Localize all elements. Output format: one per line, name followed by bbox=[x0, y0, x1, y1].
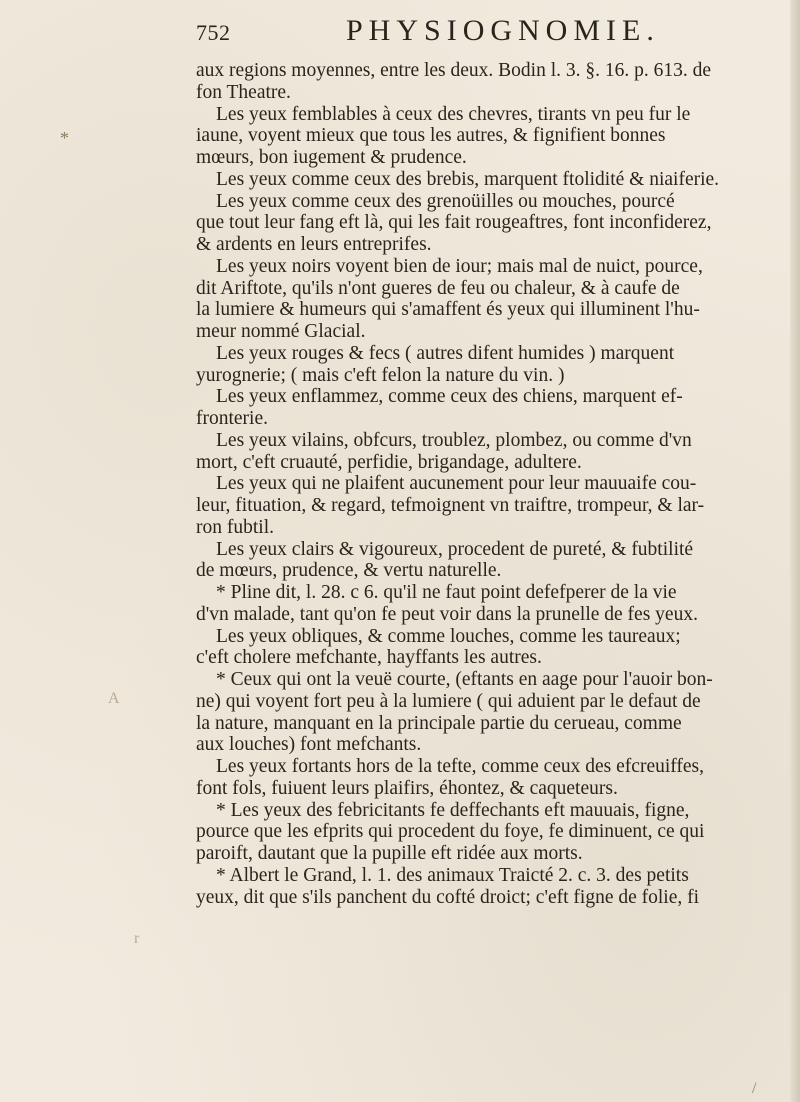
page-number: 752 bbox=[196, 20, 231, 45]
page-header bbox=[196, 14, 786, 50]
text-line: que tout leur fang eft là, qui les fait rougeaftres, font inconfiderez, bbox=[196, 212, 712, 234]
text-line: de mœurs, prudence, & vertu naturelle. bbox=[196, 560, 502, 582]
text-line: yurognerie; ( mais c'eft felon la nature du vin. ) bbox=[196, 364, 565, 386]
text-line: Les yeux obliques, & comme louches, comme les taureaux; bbox=[216, 625, 681, 647]
text-line: Les yeux femblables à ceux des chevres, tirants vn peu fur le bbox=[216, 103, 691, 125]
text-line: fon Theatre. bbox=[196, 81, 291, 103]
text-line: dit Ariftote, qu'ils n'ont gueres de feu ou chaleur, & à caufe de bbox=[196, 277, 680, 299]
text-line: leur, fituation, & regard, tefmoignent vn traiftre, trompeur, & lar- bbox=[196, 495, 705, 516]
text-line: aux regions moyennes, entre les deux. Bodin l. 3. §. 16. p. 613. de bbox=[196, 60, 712, 81]
text-line: aux louches) font mefchants. bbox=[196, 734, 422, 756]
text-line: Les yeux noirs voyent bien de iour; mais mal de nuict, pource, bbox=[216, 255, 703, 277]
text-line: Les yeux enflammez, comme ceux des chiens, marquent ef- bbox=[216, 386, 683, 408]
margin-mark: / bbox=[752, 1080, 757, 1097]
text-line: la lumiere & humeurs qui s'amaffent és yeux qui illuminent l'hu- bbox=[196, 299, 700, 321]
text-line: ne) qui voyent fort peu à la lumiere ( qui aduient par le defaut de bbox=[196, 690, 701, 712]
text-line: Les yeux fortants hors de la tefte, comme ceux des efcreuiffes, bbox=[216, 756, 705, 777]
text-line: ron fubtil. bbox=[196, 516, 274, 538]
text-line: * Pline dit, l. 28. c 6. qu'il ne faut point defefperer de la vie bbox=[216, 582, 677, 603]
text-line: d'vn malade, tant qu'on fe peut voir dans la prunelle de fes yeux. bbox=[196, 603, 698, 625]
text-line: Les yeux comme ceux des brebis, marquent ftolidité & niaiferie. bbox=[216, 168, 720, 190]
text-line: yeux, dit que s'ils panchent du cofté droict; c'eft figne de folie, fi bbox=[196, 886, 700, 908]
text-line: * Ceux qui ont la veuë courte, (eftants en aage pour l'auoir bon- bbox=[216, 669, 713, 690]
text-line: fronterie. bbox=[196, 408, 269, 429]
text-line: mœurs, bon iugement & prudence. bbox=[196, 147, 467, 168]
text-line: paroift, dautant que la pupille eft ridée aux morts. bbox=[196, 843, 583, 864]
text-line: iaune, voyent mieux que tous les autres, & fignifient bonnes bbox=[196, 125, 666, 147]
text-line: meur nommé Glacial. bbox=[196, 321, 366, 342]
body-text bbox=[196, 60, 786, 908]
text-line: * Albert le Grand, l. 1. des animaux Traicté 2. c. 3. des petits bbox=[216, 864, 689, 886]
text-line: c'eft cholere mefchante, hayffants les autres. bbox=[196, 647, 542, 669]
text-line: pource que les efprits qui procedent du foye, fe diminuent, ce qui bbox=[196, 821, 705, 843]
text-line: font fols, fuiuent leurs plaifirs, éhontez, & caqueteurs. bbox=[196, 777, 618, 799]
text-line: Les yeux rouges & fecs ( autres difent humides ) marquent bbox=[216, 342, 675, 364]
text-line: Les yeux qui ne plaifent aucunement pour leur mauuaife cou- bbox=[216, 473, 697, 495]
text-line: & ardents en leurs entreprifes. bbox=[196, 234, 432, 255]
page-edge bbox=[790, 0, 800, 1102]
text-line: * Les yeux des febricitants fe deffechants eft mauuais, figne, bbox=[216, 799, 690, 821]
margin-mark: r bbox=[134, 930, 140, 947]
text-line: Les yeux vilains, obfcurs, troublez, plombez, ou comme d'vn bbox=[216, 429, 692, 451]
text-line: la nature, manquant en la principale partie du cerueau, comme bbox=[196, 712, 682, 734]
text-line: Les yeux comme ceux des grenoüilles ou mouches, pourcé bbox=[216, 190, 675, 212]
margin-asterisk: * bbox=[60, 128, 69, 148]
running-title: PHYSIOGNOMIE. bbox=[346, 14, 660, 47]
margin-mark: A bbox=[108, 690, 120, 707]
text-line: mort, c'eft cruauté, perfidie, brigandage, adultere. bbox=[196, 451, 582, 473]
text-line: Les yeux clairs & vigoureux, procedent de pureté, & fubtilité bbox=[216, 538, 694, 560]
